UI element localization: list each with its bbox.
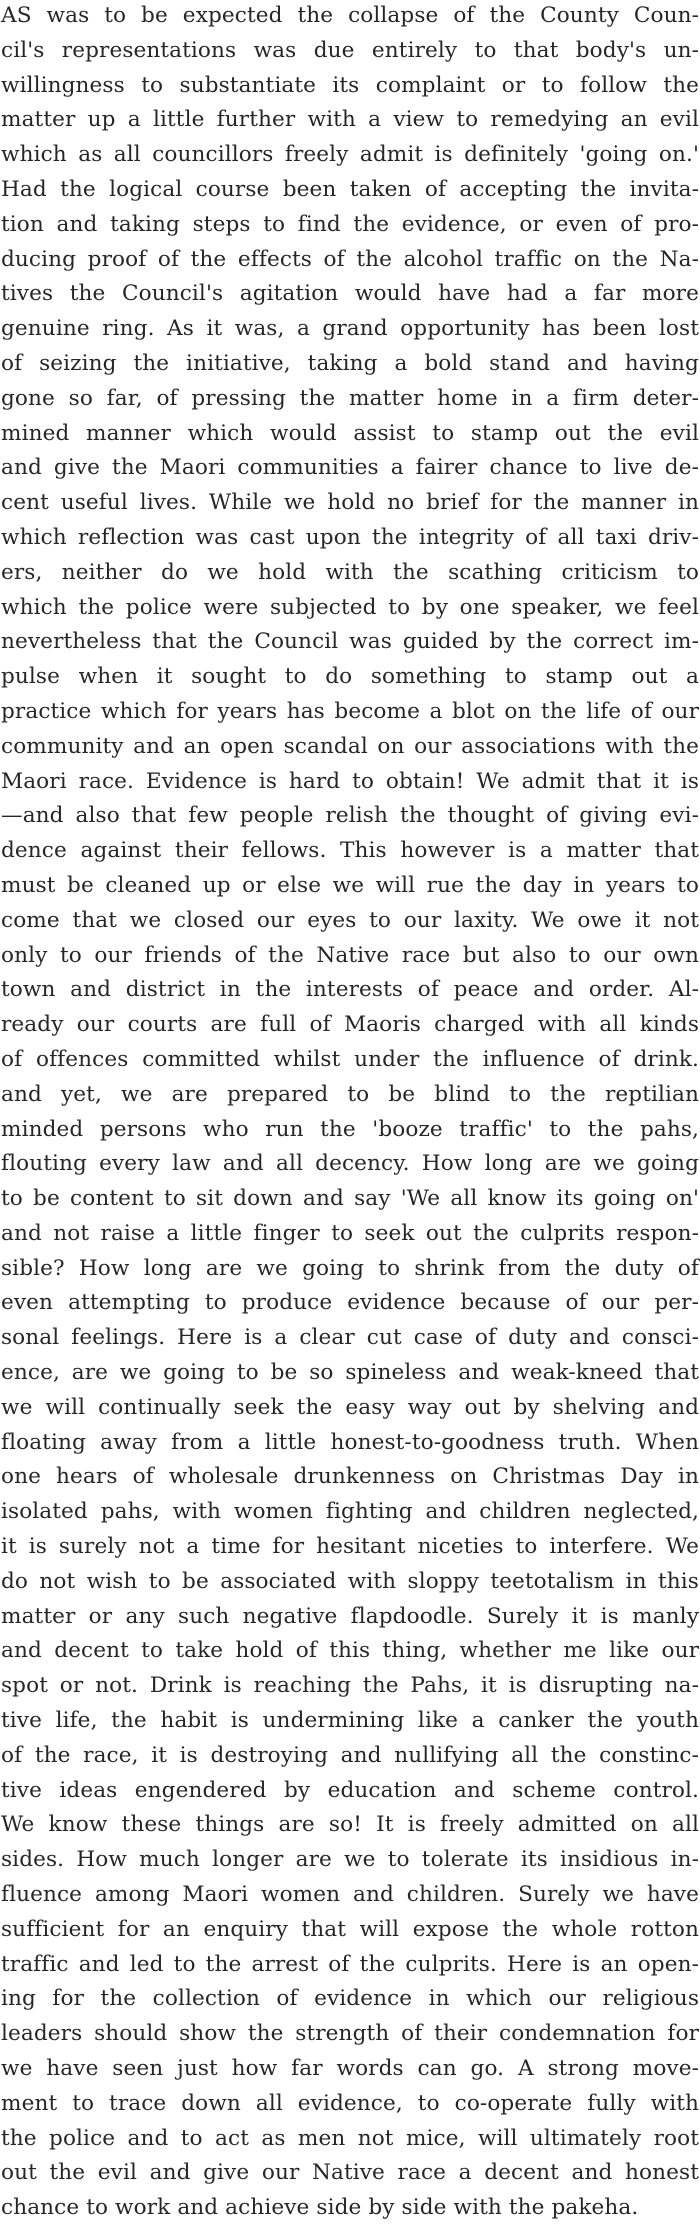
article-line: to be content to sit down and say 'We all know its going on' — [1, 1186, 699, 1212]
article-line: one hears of wholesale drunkenness on Christmas Day in — [1, 1464, 699, 1490]
article-line: sonal feelings. Here is a clear cut case of duty and consci- — [1, 1325, 699, 1351]
article-line: ment to trace down all evidence, to co-operate fully with — [1, 2090, 699, 2116]
article-line: must be cleaned up or else we will rue the day in years to — [1, 872, 699, 898]
article-line: sufficient for an enquiry that will expose the whole rotton — [1, 1916, 699, 1942]
article-line: spot or not. Drink is reaching the Pahs, it is disrupting na- — [1, 1673, 699, 1699]
article-line: minded persons who run the 'booze traffic' to the pahs, — [1, 1116, 699, 1142]
article-line: sible? How long are we going to shrink from the duty of — [1, 1255, 699, 1281]
article-line: matter up a little further with a view to remedying an evil — [1, 107, 699, 133]
article-line: ducing proof of the effects of the alcohol traffic on the Na- — [1, 246, 699, 272]
article-line: pulse when it sought to do something to stamp out a — [1, 664, 699, 690]
article-line: do not wish to be associated with sloppy teetotalism in this — [1, 1568, 699, 1594]
article-line: sides. How much longer are we to tolerate its insidious in- — [1, 1847, 699, 1873]
article-line: ready our courts are full of Maoris charged with all kinds — [1, 1012, 699, 1038]
article-line: and decent to take hold of this thing, whether me like our — [1, 1638, 699, 1664]
article-line: which reflection was cast upon the integrity of all taxi driv- — [1, 524, 699, 550]
article-line: leaders should show the strength of their condemnation for — [1, 2021, 699, 2047]
article-line: isolated pahs, with women fighting and children neglected, — [1, 1499, 699, 1525]
article-line: We know these things are so! It is freely admitted on all — [1, 1812, 699, 1838]
article-line: town and district in the interests of peace and order. Al- — [1, 977, 699, 1003]
article-line: we will continually seek the easy way out by shelving and — [1, 1394, 699, 1420]
article-line: matter or any such negative flapdoodle. Surely it is manly — [1, 1603, 699, 1629]
article-line: Had the logical course been taken of accepting the invita- — [1, 176, 699, 202]
article-line: genuine ring. As it was, a grand opportunity has been lost — [1, 316, 699, 342]
article-line: and not raise a little finger to seek out the culprits respon- — [1, 1220, 699, 1246]
article-line: even attempting to produce evidence because of our per- — [1, 1290, 699, 1316]
article-line: nevertheless that the Council was guided by the correct im- — [1, 629, 699, 655]
article-line: tive life, the habit is undermining like a canker the youth — [1, 1708, 699, 1734]
article-line: cil's representations was due entirely to that body's un- — [1, 37, 699, 63]
article-line: traffic and led to the arrest of the culprits. Here is an open- — [1, 1951, 699, 1977]
article-line: willingness to substantiate its complaint or to follow the — [1, 72, 699, 98]
article-line: of the race, it is destroying and nullifying all the constinc- — [1, 1742, 699, 1768]
article-line: tives the Council's agitation would have had a far more — [1, 281, 699, 307]
article-line: Maori race. Evidence is hard to obtain! We admit that it is — [1, 768, 699, 794]
article-line: out the evil and give our Native race a decent and honest — [1, 2160, 699, 2186]
article-line: which the police were subjected to by one speaker, we feel — [1, 594, 699, 620]
article-line: floating away from a little honest-to-goodness truth. When — [1, 1429, 699, 1455]
article-line: ers, neither do we hold with the scathing criticism to — [1, 559, 699, 585]
article-line: ing for the collection of evidence in which our religious — [1, 1986, 699, 2012]
article-line: and yet, we are prepared to be blind to the reptilian — [1, 1081, 699, 1107]
article-line: tive ideas engendered by education and scheme control. — [1, 1777, 699, 1803]
article-line: come that we closed our eyes to our laxity. We owe it not — [1, 907, 699, 933]
article-line: cent useful lives. While we hold no brief for the manner in — [1, 490, 699, 516]
article-line: dence against their fellows. This however is a matter that — [1, 838, 699, 864]
article-line: tion and taking steps to find the evidence, or even of pro- — [1, 211, 699, 237]
article-line: chance to work and achieve side by side with the pakeha. — [1, 2195, 639, 2221]
article-line: ence, are we going to be so spineless and weak-kneed that — [1, 1360, 699, 1386]
editorial-article — [1, 0, 699, 2227]
article-line: fluence among Maori women and children. Surely we have — [1, 1882, 699, 1908]
article-line: only to our friends of the Native race but also to our own — [1, 942, 699, 968]
article-line: mined manner which would assist to stamp out the evil — [1, 420, 699, 446]
article-line: of offences committed whilst under the influence of drink. — [1, 1046, 699, 1072]
article-line: of seizing the initiative, taking a bold stand and having — [1, 350, 699, 376]
article-line: it is surely not a time for hesitant niceties to interfere. We — [1, 1534, 699, 1560]
article-line: and give the Maori communities a fairer chance to live de- — [1, 455, 699, 481]
article-line: we have seen just how far words can go. A strong move- — [1, 2056, 699, 2082]
article-line: community and an open scandal on our associations with the — [1, 733, 699, 759]
article-line: flouting every law and all decency. How long are we going — [1, 1151, 699, 1177]
article-line: which as all councillors freely admit is definitely 'going on.' — [1, 142, 699, 168]
article-line: —and also that few people relish the thought of giving evi- — [1, 803, 699, 829]
article-line: gone so far, of pressing the matter home in a firm deter- — [1, 385, 699, 411]
article-line: the police and to act as men not mice, will ultimately root — [1, 2125, 699, 2151]
article-line: AS was to be expected the collapse of the County Coun- — [1, 3, 699, 28]
article-line: practice which for years has become a blot on the life of our — [1, 698, 699, 724]
